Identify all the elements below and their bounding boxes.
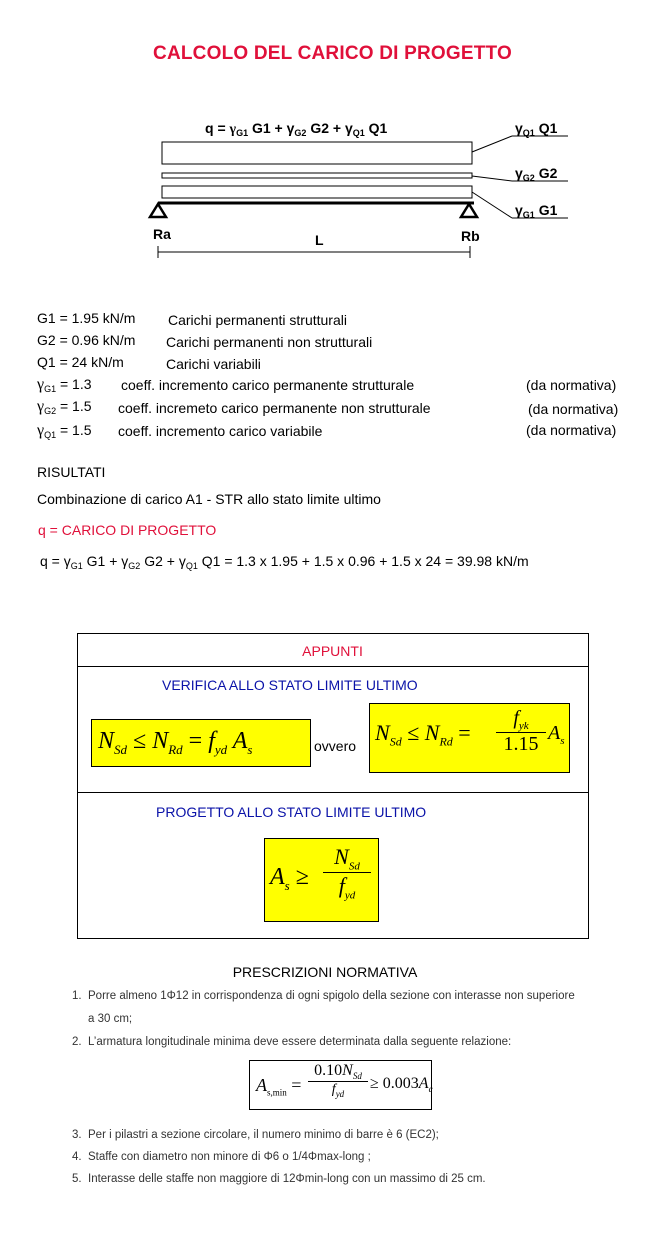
coeff-g1: $\gamma_{G1} = 1.3$ bbox=[37, 376, 92, 394]
ovvero-text: ovvero bbox=[314, 738, 357, 754]
coeff-q1-src: (da normativa) bbox=[526, 422, 617, 438]
beam-drawing bbox=[0, 0, 665, 270]
coeff-g2: $\gamma_{G2} = 1.5$ bbox=[37, 398, 92, 416]
list-item: 4. Staffe con diametro non minore di Φ6 o 1/4Φmax-long ; bbox=[72, 1151, 371, 1163]
load-q1-desc: Carichi variabili bbox=[166, 356, 261, 372]
support-b-label: Rb bbox=[461, 228, 480, 244]
progetto-heading: PROGETTO ALLO STATO LIMITE ULTIMO bbox=[156, 804, 427, 820]
page-title: CALCOLO DEL CARICO DI PROGETTO bbox=[153, 43, 512, 64]
combination-text: Combinazione di carico A1 - STR allo stato limite ultimo bbox=[37, 491, 381, 507]
layer-label-q1: $\gamma_{Q1}$ Q1 bbox=[515, 120, 558, 138]
q-formula: $q = \gamma_{G1}$ $G1 + \gamma_{G2}$ $G2 + \gamma_{Q1}$ Q1 = 1.3 x 1.95 + 1.5 x 0.96 + 1.5 x 24 = 39.98 kN/m bbox=[40, 553, 529, 571]
verifica-heading: VERIFICA ALLO STATO LIMITE ULTIMO bbox=[162, 677, 418, 693]
coeff-q1-desc: coeff. incremento carico variabile bbox=[118, 423, 323, 439]
layer-label-g1: $\gamma_{G1}$ G1 bbox=[515, 202, 558, 220]
coeff-g2-desc: coeff. incremeto carico permanente non strutturale bbox=[118, 400, 431, 416]
list-item: 3. Per i pilastri a sezione circolare, il numero minimo di barre è 6 (EC2); bbox=[72, 1129, 439, 1141]
formula-nsd-fyk: $N_{Sd} \le N_{Rd}$ = $f_{yk}$ 1.15 $A_s$ bbox=[369, 703, 570, 773]
span-label: L bbox=[315, 232, 324, 248]
load-g2-value: G2 = 0.96 kN/m bbox=[37, 332, 136, 348]
formula-asmin: $A_{s,min}$ = $0.10N_{Sd}$ $f_{yd}$ ≥ $0.003A_c$ bbox=[249, 1060, 432, 1110]
prescrizioni-heading: PRESCRIZIONI NORMATIVA bbox=[232, 964, 418, 980]
layer-label-g2: $\gamma_{G2}$ G2 bbox=[515, 165, 558, 183]
support-a-label: Ra bbox=[153, 226, 171, 242]
diagram-formula: $q = \gamma_{G1}$ $G1 + \gamma_{G2}$ $G2 + \gamma_{Q1}$ Q1 bbox=[205, 120, 388, 138]
notes-heading: APPUNTI bbox=[302, 643, 363, 659]
load-g1-desc: Carichi permanenti strutturali bbox=[168, 312, 347, 328]
list-item: 2. L’armatura longitudinale minima deve essere determinata dalla seguente relazione: bbox=[72, 1036, 512, 1048]
coeff-g1-src: (da normativa) bbox=[526, 377, 617, 393]
formula-as: $A_s$ ≥ $N_{Sd}$ $f_{yd}$ bbox=[264, 838, 379, 922]
list-item: 5. Interasse delle staffe non maggiore di 12Φmin-long con un massimo di 25 cm. bbox=[72, 1173, 486, 1185]
coeff-q1: $\gamma_{Q1} = 1.5$ bbox=[37, 422, 92, 440]
load-g2-desc: Carichi permanenti non strutturali bbox=[166, 334, 373, 350]
coeff-g2-src: (da normativa) bbox=[528, 401, 619, 417]
load-g1-value: G1 = 1.95 kN/m bbox=[37, 310, 136, 326]
list-item-continuation: a 30 cm; bbox=[88, 1013, 133, 1025]
results-heading: RISULTATI bbox=[37, 464, 106, 480]
list-item: 1. Porre almeno 1Φ12 in corrispondenza di ogni spigolo della sezione con interasse non superiore bbox=[72, 990, 575, 1002]
q-label: q = CARICO DI PROGETTO bbox=[38, 522, 217, 538]
load-q1-value: Q1 = 24 kN/m bbox=[37, 354, 124, 370]
coeff-g1-desc: coeff. incremento carico permanente strutturale bbox=[121, 377, 415, 393]
formula-nsd-fyd: $N_{Sd} \le N_{Rd} = f_{yd}$ $A_s$ bbox=[91, 719, 311, 767]
